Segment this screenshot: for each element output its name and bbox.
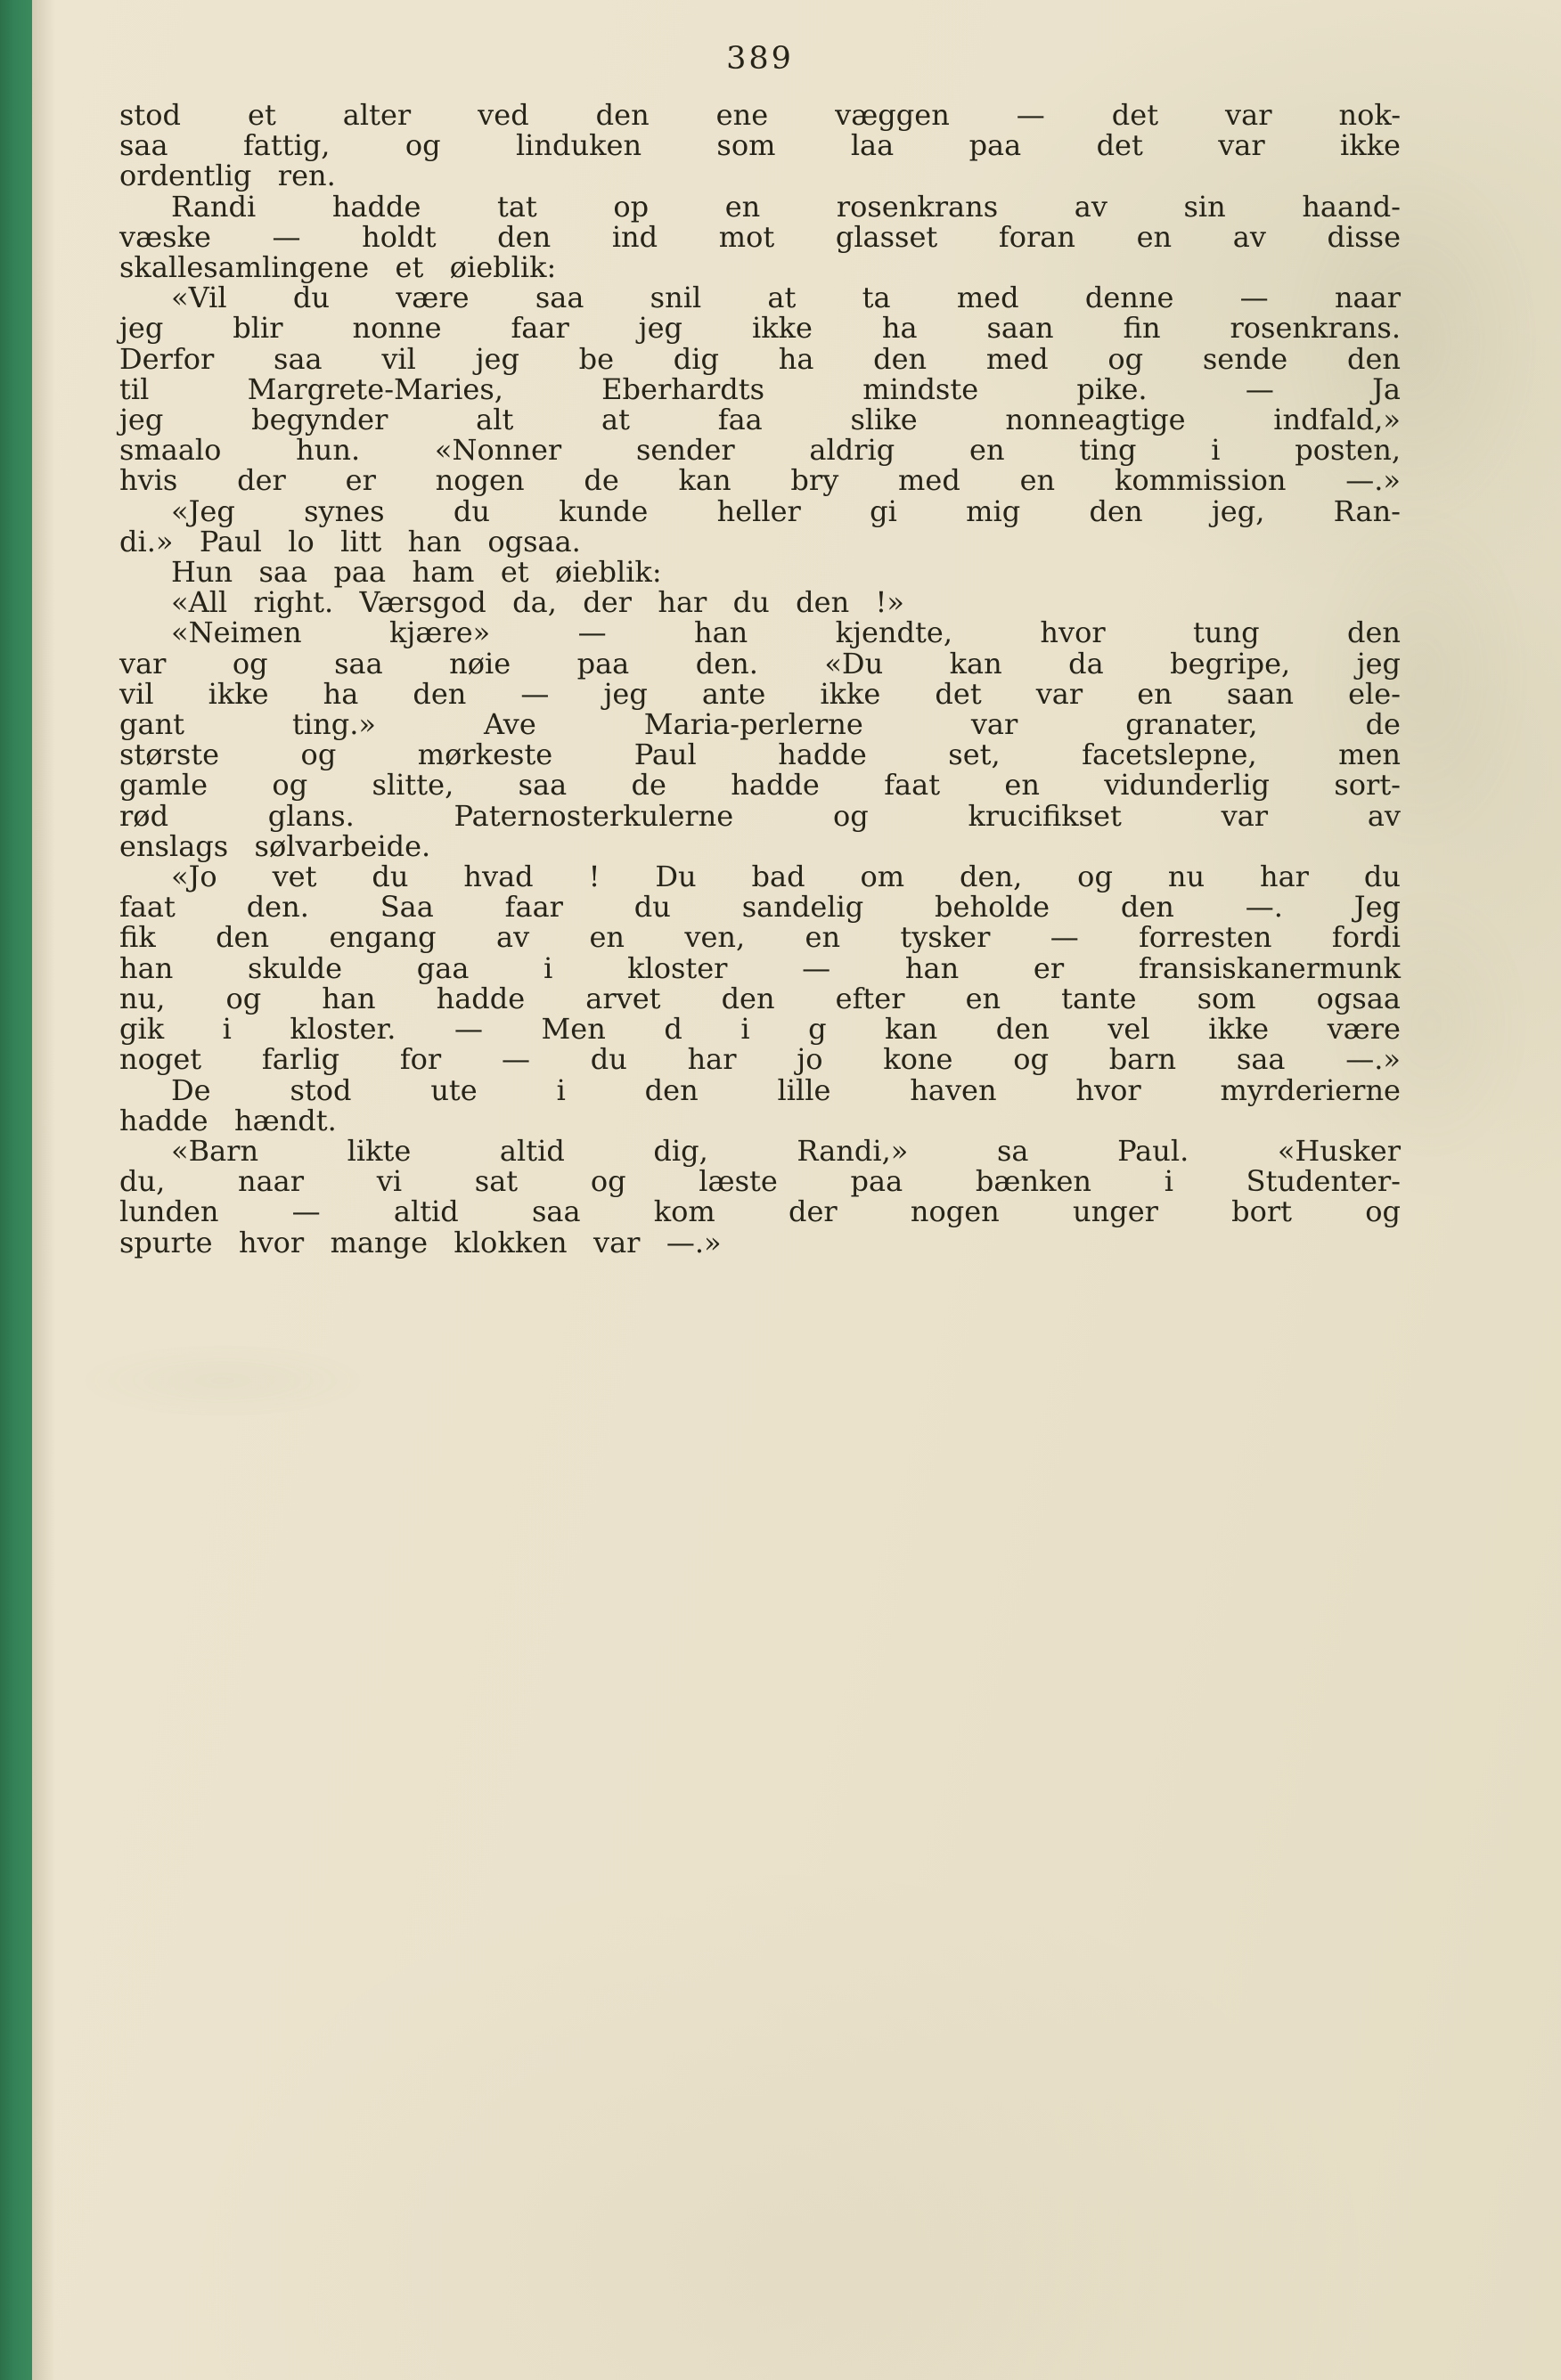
text-line: «Vil du være saa snil at ta med denne — naar [171, 281, 1401, 315]
text-line: «Barn likte altid dig, Randi,» sa Paul. «Husker [171, 1133, 1401, 1168]
text-line: enslags sølvarbeide. [119, 828, 431, 863]
text-line: Randi hadde tat op en rosenkrans av sin haand- [171, 189, 1401, 224]
text-line: gik i kloster. — Men d i g kan den vel ikke være [119, 1012, 1401, 1047]
text-line: gant ting.» Ave Maria-perlerne var granater, de [119, 707, 1401, 742]
paragraph [119, 860, 1401, 1077]
text-line: di.» Paul lo litt han ogsaa. [119, 524, 581, 558]
paragraph [119, 1072, 1401, 1137]
text-line: nu, og han hadde arvet den efter en tante som ogsaa [119, 981, 1401, 1015]
text-block [119, 100, 1401, 1258]
text-line: «Neimen kjære» — han kjendte, hvor tung den [171, 615, 1401, 650]
text-line: fik den engang av en ven, en tysker — forresten fordi [119, 920, 1401, 955]
paragraph [119, 617, 1401, 861]
text-line: gamle og slitte, saa de hadde faat en vidunderlig sort- [119, 768, 1401, 803]
text-line: spurte hvor mange klokken var —.» [119, 1225, 722, 1259]
text-line: hadde hændt. [119, 1103, 337, 1137]
text-line: Derfor saa vil jeg be dig ha den med og sende den [119, 341, 1401, 376]
text-line: du, naar vi sat og læste paa bænken i Studenter- [119, 1164, 1401, 1199]
page-content [119, 39, 1401, 1258]
text-line: var og saa nøie paa den. «Du kan da begripe, jeg [119, 646, 1401, 681]
text-line: saa fattig, og linduken som laa paa det var ikke [119, 128, 1401, 163]
text-line: til Margrete-Maries, Eberhardts mindste pike. — Ja [119, 371, 1401, 406]
paragraph [119, 100, 1401, 192]
text-line: skallesamlingene et øieblik: [119, 250, 557, 285]
text-line: jeg begynder alt at faa slike nonneagtige indfald,» [119, 403, 1401, 437]
text-line: noget farlig for — du har jo kone og barn saa —.» [119, 1042, 1401, 1077]
text-line: rød glans. Paternosterkulerne og krucifikset var av [119, 798, 1401, 833]
text-line: lunden — altid saa kom der nogen unger bort og [119, 1194, 1401, 1229]
paragraph [119, 555, 1401, 590]
text-line: smaalo hun. «Nonner sender aldrig en ting i posten, [119, 433, 1401, 468]
paragraph [119, 281, 1401, 498]
text-line: Hun saa paa ham et øieblik: [171, 555, 662, 590]
text-line: hvis der er nogen de kan bry med en kommission —.» [119, 463, 1401, 498]
paragraph [119, 493, 1401, 558]
cover-edge-stripe [0, 0, 32, 2380]
text-line: stod et alter ved den ene væggen — det var nok- [119, 98, 1401, 132]
text-line: han skulde gaa i kloster — han er fransiskanermunk [119, 950, 1401, 985]
text-line: vil ikke ha den — jeg ante ikke det var en saan ele- [119, 676, 1401, 711]
page-number: 389 [726, 41, 794, 77]
text-line: «All right. Værsgod da, der har du den !» [171, 585, 904, 620]
text-line: «Jo vet du hvad ! Du bad om den, og nu har du [171, 860, 1401, 894]
paragraph [119, 189, 1401, 285]
text-line: «Jeg synes du kunde heller gi mig den jeg, Ran- [171, 493, 1401, 528]
text-line: ordentlig ren. [119, 159, 336, 193]
show-through-smudge [71, 1345, 374, 1416]
paragraph [119, 1133, 1401, 1259]
text-line: De stod ute i den lille haven hvor myrderierne [171, 1072, 1401, 1107]
text-line: største og mørkeste Paul hadde set, facetslepne, men [119, 738, 1401, 772]
page-gutter-shadow [32, 0, 55, 2380]
text-line: faat den. Saa faar du sandelig beholde den —. Jeg [119, 890, 1401, 925]
text-line: jeg blir nonne faar jeg ikke ha saan fin rosenkrans. [119, 311, 1401, 346]
text-line: væske — holdt den ind mot glasset foran en av disse [119, 219, 1401, 254]
paragraph [119, 585, 1401, 620]
